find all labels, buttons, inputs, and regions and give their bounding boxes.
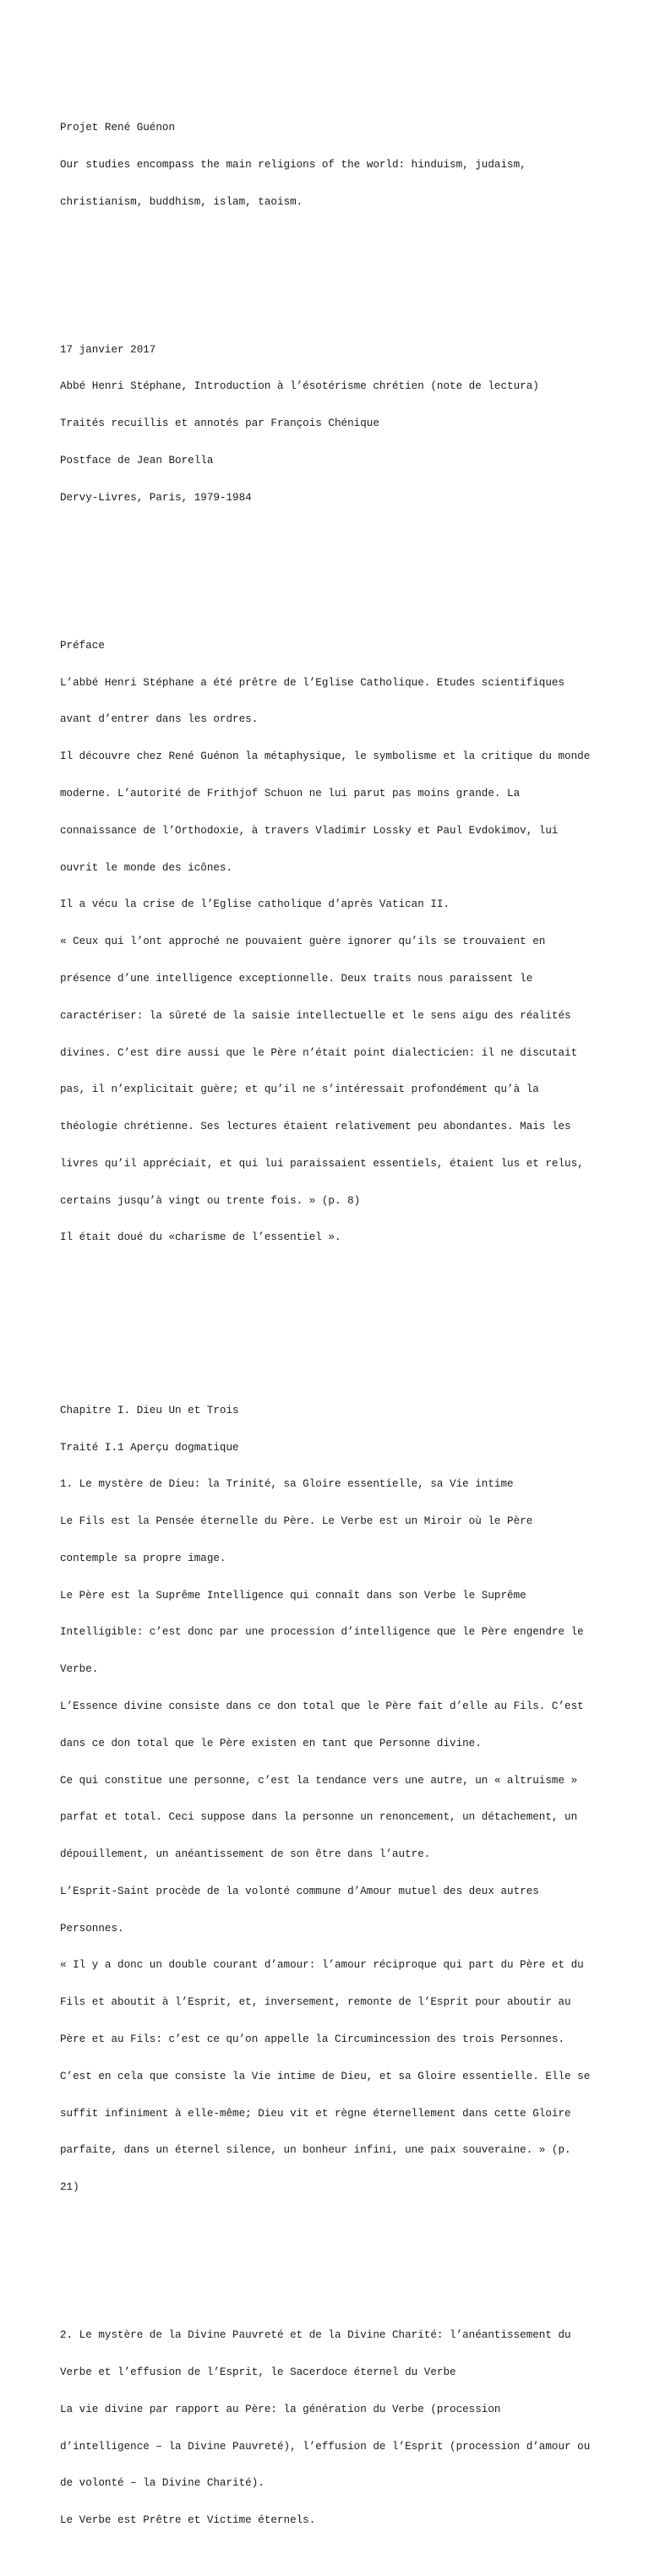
blank-line: [60, 270, 601, 282]
preface-heading: Préface: [60, 639, 105, 652]
section-text-line: de volonté – la Divine Charité).: [60, 2477, 265, 2490]
section-text-line: d’intelligence – la Divine Pauvreté), l’effusion de l’Esprit (procession d’amour ou: [60, 2440, 591, 2453]
subsection-heading: Verbe et l’effusion de l’Esprit, le Sacerdoce éternel du Verbe: [60, 2366, 456, 2379]
chapter-1-section: [60, 1380, 601, 2219]
preface-section: [60, 615, 601, 1269]
chapter-quote-line: C’est en cela que consiste la Vie intime de Dieu, et sa Gloire essentielle. Elle se: [60, 2070, 591, 2082]
preface-text-line: connaissance de l’Orthodoxie, à travers Vladimir Lossky et Paul Evdokimov, lui: [60, 824, 559, 837]
preface-text-line: L’abbé Henri Stéphane a été prêtre de l’Eglise Catholique. Etudes scientifiques: [60, 676, 565, 689]
chapter-text-line: Intelligible: c’est donc par une procession d’intelligence que le Père engendre le: [60, 1626, 584, 1639]
chapter-text-line: Le Fils est la Pensée éternelle du Père. Le Verbe est un Miroir où le Père: [60, 1515, 533, 1528]
preface-quote-line: livres qu’il appréciait, et qui lui paraissaient essentiels, étaient lus et relus,: [60, 1157, 584, 1170]
chapter-quote-line: Fils et aboutit à l’Esprit, et, inversement, remonte de l’Esprit pour aboutir au: [60, 1996, 571, 2009]
book-publisher-line: Dervy-Livres, Paris, 1979-1984: [60, 491, 252, 504]
blank-line: [60, 565, 601, 578]
chapter-quote-line: Père et au Fils: c’est ce qu’on appelle la Circumincession des trois Personnes.: [60, 2033, 565, 2046]
book-editor-line: Traités recuillis et annotés par François Chénique: [60, 418, 379, 430]
chapter-text-line: dépouillement, un anéantissement de son être dans l’autre.: [60, 1848, 431, 1861]
project-description-line: Our studies encompass the main religions of the world: hinduism, judaism,: [60, 158, 526, 171]
preface-quote-line: présence d’une intelligence exceptionnelle. Deux traits nous paraissent le: [60, 972, 533, 985]
book-title-line: Abbé Henri Stéphane, Introduction à l’ésotérisme chrétien (note de lectura): [60, 380, 539, 393]
preface-text-line: Il a vécu la crise de l’Eglise catholique d’après Vatican II.: [60, 898, 450, 911]
subsection-heading: 1. Le mystère de Dieu: la Trinité, sa Gloire essentielle, sa Vie intime: [60, 1478, 514, 1491]
chapter-quote-line: suffit infiniment à elle-même; Dieu vit et règne éternellement dans cette Gloire: [60, 2107, 571, 2120]
chapter-text-line: dans ce don total que le Père existen en tant que Personne divine.: [60, 1737, 482, 1749]
section-text-line: La vie divine par rapport au Père: la génération du Verbe (procession: [60, 2403, 501, 2415]
preface-text-line: ouvrit le monde des icônes.: [60, 861, 233, 874]
preface-text-line: moderne. L’autorité de Frithjof Schuon ne lui parut pas moins grande. La: [60, 788, 521, 800]
preface-text-line: Il découvre chez René Guénon la métaphysique, le symbolisme et la critique du monde: [60, 750, 591, 763]
note-date: 17 janvier 2017: [60, 343, 156, 356]
preface-quote-line: certains jusqu’à vingt ou trente fois. » (p. 8): [60, 1194, 361, 1207]
chapter-text-line: Verbe.: [60, 1663, 99, 1676]
blank-line: [60, 2256, 601, 2268]
document-page: [60, 60, 601, 2576]
preface-quote-line: caractériser: la sûreté de la saisie intellectuelle et le sens aigu des réalités: [60, 1009, 571, 1022]
treatise-heading: Traité I.1 Aperçu dogmatique: [60, 1441, 239, 1454]
chapter-text-line: parfat et total. Ceci suppose dans la personne un renoncement, un détachement, un: [60, 1811, 578, 1824]
chapter-quote-line: « Il y a donc un double courant d’amour: l’amour réciproque qui part du Père et du: [60, 1959, 584, 1972]
chapter-text-line: Ce qui constitue une personne, c’est la tendance vers une autre, un « altruisme »: [60, 1774, 578, 1787]
book-postface-line: Postface de Jean Borella: [60, 455, 214, 467]
section-2: [60, 2305, 601, 2551]
header-block: [60, 97, 601, 233]
section-text-line: Le Verbe est Prêtre et Victime éternels.: [60, 2514, 316, 2527]
preface-quote-line: pas, il n’explicitait guère; et qu’il ne s’intéressait profondément qu’à la: [60, 1083, 539, 1096]
chapter-quote-line: 21): [60, 2181, 79, 2194]
project-title: Projet René Guénon: [60, 121, 176, 134]
chapter-text-line: Personnes.: [60, 1922, 124, 1935]
chapter-text-line: contemple sa propre image.: [60, 1552, 226, 1564]
chapter-text-line: Le Père est la Suprême Intelligence qui connaît dans son Verbe le Suprême: [60, 1589, 526, 1602]
preface-quote-line: « Ceux qui l’ont approché ne pouvaient guère ignorer qu’ils se trouvaient en: [60, 936, 546, 948]
blank-lines: [60, 1306, 601, 1343]
preface-quote-line: théologie chrétienne. Ses lectures étaient relativement peu abondantes. Mais les: [60, 1121, 571, 1133]
chapter-text-line: L’Essence divine consiste dans ce don total que le Père fait d’elle au Fils. C’est: [60, 1700, 584, 1712]
subsection-heading: 2. Le mystère de la Divine Pauvreté et de la Divine Charité: l’anéantissement du: [60, 2329, 571, 2342]
chapter-heading: Chapitre I. Dieu Un et Trois: [60, 1404, 239, 1416]
project-description-line: christianism, buddhism, islam, taoism.: [60, 195, 303, 208]
reading-note-meta: [60, 319, 601, 528]
chapter-text-line: L’Esprit-Saint procède de la volonté commune d’Amour mutuel des deux autres: [60, 1885, 539, 1897]
chapter-quote-line: parfaite, dans un éternel silence, un bonheur infini, une paix souveraine. » (p.: [60, 2144, 571, 2157]
preface-text-line: Il était doué du «charisme de l’essentiel ».: [60, 1231, 341, 1244]
preface-text-line: avant d’entrer dans les ordres.: [60, 713, 259, 726]
preface-quote-line: divines. C’est dire aussi que le Père n’était point dialecticien: il ne discutait: [60, 1046, 578, 1059]
